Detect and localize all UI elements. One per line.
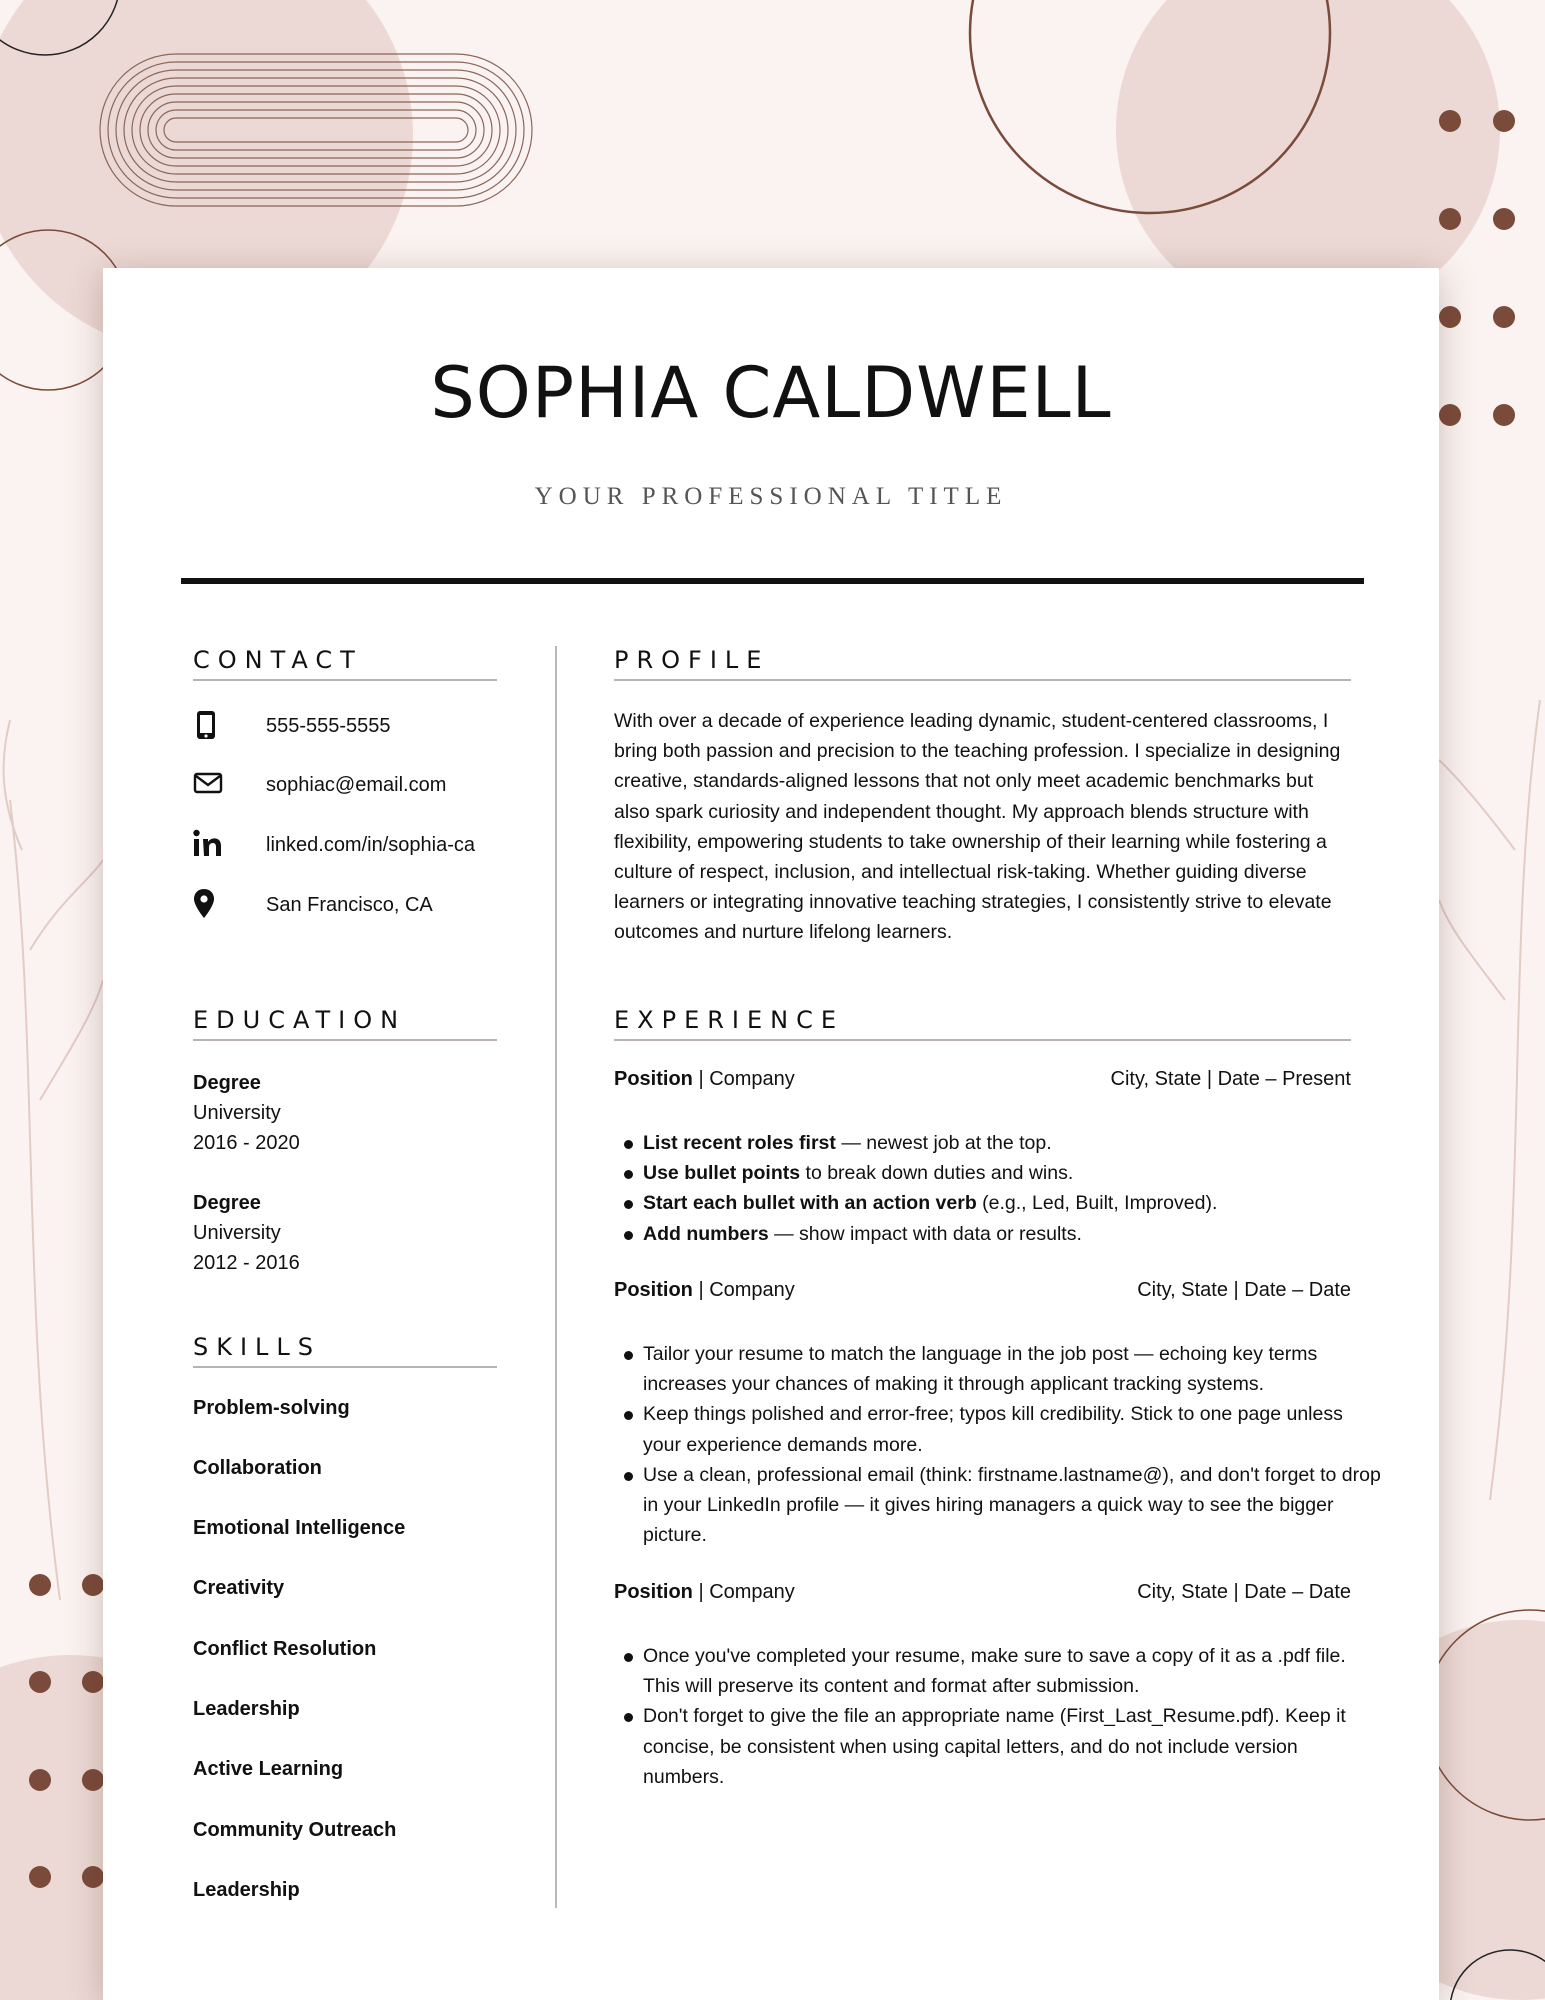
- contact-phone-text: 555-555-5555: [266, 715, 391, 737]
- job-separator: |: [692, 1279, 710, 1301]
- education-years: 2012 - 2016: [193, 1252, 300, 1274]
- bullet-item: [643, 1399, 1383, 1459]
- skill-item: Creativity: [193, 1577, 285, 1599]
- bullet-bold: Use bullet points: [643, 1162, 801, 1185]
- header-divider: [181, 578, 1364, 584]
- phone-icon: [193, 709, 227, 745]
- bullet-bold: List recent roles first: [643, 1132, 836, 1154]
- contact-location: [193, 888, 523, 928]
- job-location-date: City, State | Date – Date: [1137, 1279, 1351, 1301]
- resume-page: [103, 268, 1439, 2000]
- skills-heading: SKILLS: [193, 1333, 497, 1368]
- bullet-text: (e.g., Led, Built, Improved).: [976, 1192, 1218, 1215]
- bullet-item: [643, 1339, 1383, 1399]
- professional-title: YOUR PROFESSIONAL TITLE: [534, 483, 1008, 510]
- profile-summary: With over a decade of experience leading dynamic, student-centered classrooms, I bring both passion and precision to the teaching profession. I specialize in designing creative, standards-aligned lessons that not only meet academic benchmarks but also spark curiosity and independent thought. My approach blends structure with flexibility, empowering students to take ownership of their learning while fostering a culture of respect, inclusion, and intellectual risk-taking. Whether guiding diverse learners or integrating innovative teaching strategies, I consistently strive to elevate outcomes and nurture lifelong learners.: [614, 710, 1341, 944]
- bullet-text: to break down duties and wins.: [800, 1162, 1074, 1185]
- job-company: Company: [709, 1279, 795, 1301]
- leaf-branch-left: [4, 720, 103, 1600]
- job-bullets: [614, 1128, 1383, 1249]
- bullet-text: — show impact with data or results.: [768, 1222, 1082, 1245]
- education-entry: [193, 1188, 300, 1278]
- skill-item: Community Outreach: [193, 1819, 397, 1841]
- skill-item: Leadership: [193, 1698, 300, 1720]
- education-degree: Degree: [193, 1192, 261, 1214]
- education-years: 2016 - 2020: [193, 1132, 300, 1154]
- linkedin-icon: [193, 828, 227, 864]
- bullet-item: [643, 1641, 1383, 1701]
- skill-item: Active Learning: [193, 1758, 344, 1780]
- bullet-item: [643, 1188, 1383, 1218]
- experience-heading: EXPERIENCE: [614, 1006, 1351, 1041]
- job-company: Company: [709, 1581, 795, 1603]
- contact-heading: CONTACT: [193, 646, 497, 681]
- bullet-bold: Add numbers: [643, 1222, 769, 1245]
- bullet-item: [643, 1158, 1383, 1188]
- bullet-item: [643, 1219, 1383, 1249]
- bullet-bold: Start each bullet with an action verb: [643, 1192, 977, 1215]
- job-location-date: City, State | Date – Date: [1137, 1581, 1351, 1603]
- job-bullets: [614, 1641, 1383, 1792]
- location-pin-icon: [193, 888, 227, 924]
- column-divider: [555, 646, 557, 1908]
- job-company: Company: [709, 1068, 795, 1090]
- bullet-text: Once you've completed your resume, make sure to save a copy of it as a .pdf file. This will preserve its content and format after submission.: [643, 1645, 1346, 1698]
- resume-name: SOPHIA CALDWELL: [430, 352, 1112, 434]
- job-separator: |: [692, 1068, 710, 1090]
- bullet-text: Keep things polished and error-free; typos kill credibility. Stick to one page unless your experience demands more.: [643, 1403, 1343, 1456]
- skill-item: Leadership: [193, 1879, 300, 1901]
- email-icon: [193, 768, 227, 804]
- bullet-text: Tailor your resume to match the language in the job post — echoing key terms increases your chances of making it through applicant tracking systems.: [643, 1343, 1318, 1396]
- bullet-text: — newest job at the top.: [835, 1132, 1052, 1154]
- education-degree: Degree: [193, 1072, 261, 1094]
- job-position: Position: [614, 1068, 693, 1090]
- contact-location-text: San Francisco, CA: [266, 894, 433, 916]
- bullet-item: [643, 1128, 1383, 1158]
- bullet-text: Don't forget to give the file an appropriate name (First_Last_Resume.pdf). Keep it concise, be consistent when using capital letters, and do not include version numbers.: [643, 1705, 1346, 1788]
- job-position: Position: [614, 1279, 693, 1301]
- education-school: University: [193, 1102, 281, 1124]
- skill-item: Conflict Resolution: [193, 1638, 377, 1660]
- education-school: University: [193, 1222, 281, 1244]
- skill-item: Collaboration: [193, 1457, 322, 1479]
- job-location-date: City, State | Date – Present: [1110, 1068, 1351, 1090]
- contact-email: [193, 768, 523, 808]
- job-position: Position: [614, 1581, 693, 1603]
- job-bullets: [614, 1339, 1383, 1550]
- job-header: [614, 1581, 1351, 1611]
- job-header: [614, 1279, 1351, 1309]
- contact-linkedin-text: linked.com/in/sophia-ca: [266, 834, 475, 856]
- bullet-item: [643, 1460, 1383, 1551]
- profile-heading: PROFILE: [614, 646, 1351, 681]
- bullet-item: [643, 1701, 1383, 1792]
- education-heading: EDUCATION: [193, 1006, 497, 1041]
- job-separator: |: [692, 1581, 710, 1603]
- contact-email-text: sophiac@email.com: [266, 774, 447, 796]
- skill-item: Problem-solving: [193, 1397, 350, 1419]
- bullet-text: Use a clean, professional email (think: firstname.lastname@), and don't forget to drop in your LinkedIn profile — it gives hiring managers a quick way to see the bigger picture.: [643, 1463, 1381, 1547]
- job-header: [614, 1068, 1351, 1098]
- education-entry: [193, 1068, 300, 1158]
- contact-linkedin: [193, 828, 523, 868]
- leaf-branch-right: [1439, 700, 1540, 1500]
- skill-item: Emotional Intelligence: [193, 1517, 406, 1539]
- contact-phone: [193, 709, 523, 749]
